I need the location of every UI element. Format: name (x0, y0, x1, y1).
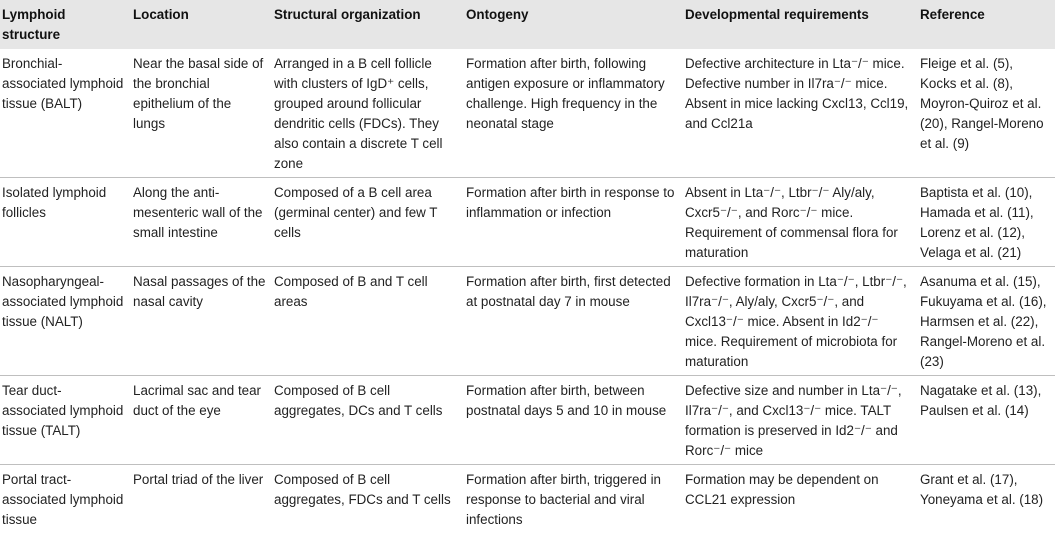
cell-structure: Tear duct-associated lymphoid tissue (TALT) (0, 376, 129, 465)
cell-organization: Composed of B and T cell areas (270, 267, 462, 376)
cell-ontogeny: Formation after birth, following antigen exposure or inflammatory challenge. High frequency in the neonatal stage (466, 56, 665, 131)
cell-requirements: Defective size and number in Lta⁻/⁻, Il7ra⁻/⁻, and Cxcl13⁻/⁻ mice. TALT formation is preserved in Id2⁻/⁻ and Rorc⁻/⁻ mice (681, 376, 916, 465)
cell-location: Lacrimal sac and tear duct of the eye (129, 376, 270, 465)
cell-reference: Baptista et al. (10), Hamada et al. (11), Lorenz et al. (12), Velaga et al. (21) (916, 178, 1055, 267)
cell-location: Near the basal side of the bronchial epithelium of the lungs (133, 56, 264, 131)
table-row (0, 267, 1055, 376)
cell-structure: Nasopharyngeal-associated lymphoid tissue (NALT) (0, 267, 129, 376)
table-header-row (0, 0, 1055, 49)
table-row (0, 178, 1055, 267)
cell-reference: Asanuma et al. (15), Fukuyama et al. (16), Harmsen et al. (22), Rangel-Moreno et al. (23) (916, 267, 1055, 376)
cell-requirements: Formation may be dependent on CCL21 expression (681, 465, 916, 534)
header-location: Location (129, 0, 270, 49)
header-reference: Reference (916, 0, 1055, 49)
table-row (0, 465, 1055, 534)
header-ontogeny: Ontogeny (462, 0, 681, 49)
header-developmental-requirements: Developmental requirements (681, 0, 916, 49)
cell-location: Portal triad of the liver (129, 465, 270, 534)
cell-organization: Composed of B cell aggregates, DCs and T cells (270, 376, 462, 465)
header-structural-organization: Structural organization (270, 0, 462, 49)
cell-structure: Isolated lymphoid follicles (0, 178, 129, 267)
cell-reference: Nagatake et al. (13), Paulsen et al. (14) (916, 376, 1055, 465)
cell-organization: Composed of a B cell area (germinal center) and few T cells (270, 178, 462, 267)
cell-structure: Portal tract-associated lymphoid tissue (0, 465, 129, 534)
cell-structure: Bronchial-associated lymphoid tissue (BALT) (2, 56, 124, 111)
table-row (0, 376, 1055, 465)
cell-location: Nasal passages of the nasal cavity (129, 267, 270, 376)
cell-organization: Composed of B cell aggregates, FDCs and T cells (270, 465, 462, 534)
cell-ontogeny: Formation after birth, first detected at postnatal day 7 in mouse (462, 267, 681, 376)
table-row (0, 49, 1055, 178)
cell-location: Along the anti-mesenteric wall of the small intestine (129, 178, 270, 267)
cell-reference: Grant et al. (17), Yoneyama et al. (18) (916, 465, 1055, 534)
cell-organization: Arranged in a B cell follicle with clusters of IgD⁺ cells, grouped around follicular dendritic cells (FDCs). They also contain a discrete T cell zone (274, 56, 443, 171)
cell-requirements: Defective formation in Lta⁻/⁻, Ltbr⁻/⁻, Il7ra⁻/⁻, Aly/aly, Cxcr5⁻/⁻, and Cxcl13⁻/⁻ mice. Absent in Id2⁻/⁻ mice. Requirement of microbiota for maturation (681, 267, 916, 376)
cell-requirements: Defective architecture in Lta⁻/⁻ mice. Defective number in Il7ra⁻/⁻ mice. Absent in mice lacking Cxcl13, Ccl19, and Ccl21a (685, 56, 909, 131)
cell-ontogeny: Formation after birth, between postnatal days 5 and 10 in mouse (462, 376, 681, 465)
cell-ontogeny: Formation after birth, triggered in response to bacterial and viral infections (462, 465, 681, 534)
cell-reference: Fleige et al. (5), Kocks et al. (8), Moyron-Quiroz et al. (20), Rangel-Moreno et al. (9) (920, 56, 1044, 151)
header-lymphoid-structure: Lymphoid structure (0, 0, 129, 49)
cell-requirements: Absent in Lta⁻/⁻, Ltbr⁻/⁻ Aly/aly, Cxcr5⁻/⁻, and Rorc⁻/⁻ mice. Requirement of commensal flora for maturation (681, 178, 916, 267)
cell-ontogeny: Formation after birth in response to inflammation or infection (462, 178, 681, 267)
